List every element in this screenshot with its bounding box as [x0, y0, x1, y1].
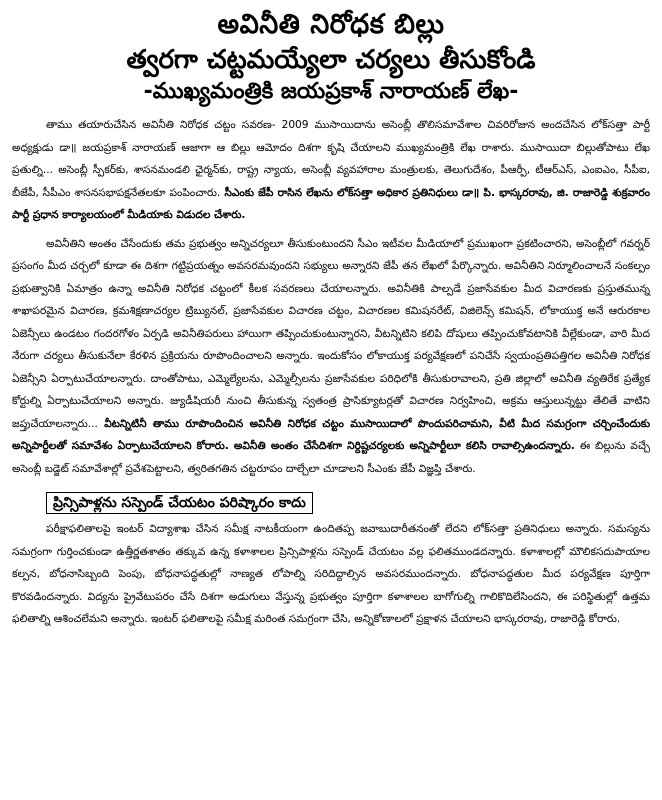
paragraph-3 — [12, 518, 650, 631]
paragraph-1-text: తాము తయారుచేసిన అవినీతి నిరోధక చట్టం సవరణ- 2009 ముసాయిదాను అసెంబ్లీ తొలిసమావేశాల చివరిరోజున అందచేసిన లోక్‌సత్తా పార్టీ అధ్యక్షుడు డా॥ జయప్రకాశ్ నారాయణ్ ఆజాగా ఆ బిల్లు ఆమోదం దిశగా కృషి చేయాలని ముఖ్యమంత్రికి లేఖ రాశారు. ముసాయిదా బిల్లుతోపాటు లేఖ ప్రతుల్ని... అసెంబ్లీ స్పీకర్‌కు, శాసనమండలి ఛైర్మన్‌కు, రాష్ట్ర న్యాయ, అసెంబ్లీ వ్యవహారాల మంత్రులకు, తెలుగుదేశం, పీఆర్పీ, టీఆర్ఎస్, ఎంఐఎం, సీపీఐ, బీజేపీ, సీపీఎం శాసనసభాపక్షనేతలకూ పంపించారు. — [12, 119, 650, 199]
headline-line-1: అవినీతి నిరోధక బిల్లు — [217, 9, 445, 40]
section-subheading: ప్రిన్సిపాళ్లను సస్పెండ్ చేయటం పరిష్కారం కాదు — [46, 492, 313, 514]
headline-line-2: త్వరగా చట్టమయ్యేలా చర్యలు తీసుకోండి — [126, 44, 536, 75]
paragraph-3-text: పరీక్షాఫలితాలపై ఇంటర్ విద్యాశాఖ చేసిన సమీక్ష నాటకీయంగా ఉందితప్ప జవాబుదారీతనంతో లేదని లోక్‌సత్తా ప్రతినిధులు అన్నారు. సమస్యను సమగ్రంగా గుర్తించకుండా ఉత్తీర్ణతశాతం తక్కువ ఉన్న కళాశాలల ప్రిన్సిపాళ్లను సస్పెండ్ చేయటం వల్ల ఫలితముండదన్నారు. కళాశాలల్లో మౌలికసదుపాయాల కల్పన, బోధనాసిబ్బంది పెంపు, బోధనాపద్ధతుల్లో నాణ్యత లోపాల్ని సరిదిద్దాల్సిన అవసరముందన్నారు. బోధనాపద్ధతుల మీద పర్యవేక్షణ పూర్తిగా కొరవడిందన్నారు. విద్యను ప్రైవేటుపరం చేసే దిశగా అడుగులు వేస్తున్న ప్రభుత్వం పూర్తిగా కళాశాలల బాగోగుల్ని గాలికొదిలేసిందని, ఈ పరిస్థితుల్లో ఉత్తమ ఫలితాల్ని ఆశించలేమని అన్నారు. ఇంటర్ ఫలితాలపై సమీక్ష మరింత సమగ్రంగా చేసి, అన్నికోణాలలో ప్రక్షాళన చేయాలని భాస్కరరావు, రాజారెడ్డి కోరారు. — [12, 523, 650, 626]
paragraph-2 — [12, 233, 650, 481]
paragraph-1-bold: సీఎంకు జేపీ రాసిన లేఖను లోక్‌సత్తా అధికార ప్రతినిధులు డా॥ పి. భాస్కరరావు, జి. రాజారెడ్డి శుక్రవారం పార్టీ ప్రధాన కార్యాలయంలో మీడియాకు విడుదల చేశారు. — [12, 186, 650, 222]
paragraph-1 — [12, 114, 650, 227]
paragraph-2-bold: వీటన్నిటినీ తాము రూపొందించిన అవినీతి నిరోధక చట్టం ముసాయిదాలో పొందుపరిచామని, వీటి మీద సమగ్రంగా చర్చించేందుకు అన్నిపార్టీలతో సమావేశం ఏర్పాటుచేయాలని కోరారు. అవినీతి అంతం చేసేదిశగా నిర్దిష్టచర్యలకు అన్నిపార్టీలూ కలిసి రావాల్సిఉందన్నారు. — [12, 417, 650, 453]
paragraph-2-text: అవినీతిని అంతం చేసేందుకు తమ ప్రభుత్వం అన్నిచర్యలూ తీసుకుంటుందని సీఎం ఇటీవల మీడియాలో ప్రముఖంగా ప్రకటించారని, అసెంబ్లీలో గవర్నర్ ప్రసంగం మీద చర్చలో కూడా ఈ దిశగా గట్టిప్రయత్నం అవసరమవుందని సభ్యులు అన్నారని జేపీ తన లేఖలో పేర్కొన్నారు. అవినీతిని నిర్మూలించాలనే సంకల్పం ప్రభుత్వానికి ఏమాత్రం ఉన్నా అవినీతి నిరోధక చట్టంలో కీలక సవరణలు చేయాలన్నారు. అవినీతికి పాల్పడే ప్రజాసేవకుల మీద విచారణకు ప్రస్తుతమున్న శాఖాపరమైన విచారణ, క్రమశిక్షణాచర్యల ట్రిబ్యునల్, ప్రజాసేవకుల విచారణ చట్టం, విచారణల కమిషనరేట్, విజిలెన్స్ కమిషన్, లోకాయుక్త అనే ఆరురకాల ఏజెన్సీలు ఉండటం గందరగోళం ఏర్పడి అవినీతిపరులు హాయిగా తప్పించుకుంటున్నారని, వీటన్నిటిని కలిపి దోషులు తప్పించుకోవటానికి వీల్లేకుండా, వారి మీద నేరుగా చర్యలు తీసుకునేలా కేరళిన ప్రక్రియను రూపొందించాలని అన్నారు. ఇందుకోసం లోకాయుక్త పర్యవేక్షణలో పనిచేసే స్వయంప్రతిపత్తిగల అవినీతి నిరోధక ఏజెన్సీని ఏర్పాటుచేయాలన్నారు. దాంతోపాటు, ఎమ్మెల్యేలను, ఎమ్మెల్సీలను ప్రజాసేవకుల పరిధిలోకి తీసుకురావాలని, ప్రతి జిల్లాలో అవినీతి వ్యతిరేక ప్రత్యేక కోర్టుల్ని ఏర్పాటుచేయాలని అన్నారు. జ్యుడీషియరీ నుంచి తీసుకున్న స్వతంత్ర ప్రాసిక్యూటర్లతో విచారణ నిర్వహించి, అక్రమ ఆస్తులున్నట్టు తేలితే వాటిని జప్తుచేయాలన్నారు... — [12, 237, 650, 430]
headline-subtitle: -ముఖ్యమంత్రికి జయప్రకాశ్ నారాయణ్ లేఖ- — [143, 79, 519, 105]
paragraph-2-text-end: ఈ బిల్లును వచ్చే అసెంబ్లీ బడ్జెట్ సమావేశాల్లో ప్రవేశపెట్టాలని, త్వరితగతిన చట్టరూపం దాల్చేలా చూడాలని సీఎంకు జేపీ విజ్ఞప్తి చేశారు. — [12, 440, 650, 475]
